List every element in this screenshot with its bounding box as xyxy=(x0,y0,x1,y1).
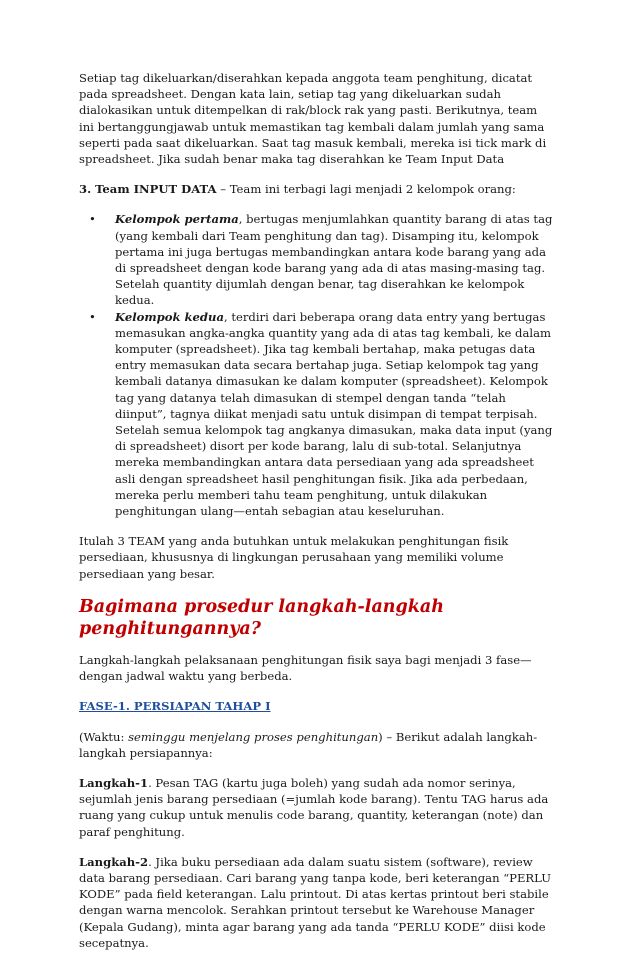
paragraph-tag-distribution: Setiap tag dikeluarkan/diserahkan kepada anggota team penghitung, dicatat pada spreadsheet. Dengan kata lain, setiap tag yang dikeluarkan sudah dialokasikan untuk ditempelkan di rak/block rak yang pasti. Berikutnya, team ini bertanggungjawab untuk memastikan tag kembali dalam jumlah yang sama seperti pada saat dikeluarkan. Saat tag masuk kembali, mereka isi tick mark di spreadsheet. Jika sudah benar maka tag diserahkan ke Team Input Data xyxy=(79,71,547,167)
team-input-data-intro xyxy=(79,181,555,197)
kelompok-pertama-text: , bertugas menjumlahkan quantity barang di atas tag (yang kembali dari Team penghitung dan tag). Disamping itu, kelompok pertama ini juga bertugas membandingkan antara kode barang yang ada di spreadsheet dengan kode barang yang ada di atas masing-masing tag. Setelah quantity dijumlah dengan benar, tag diserahkan ke kelompok kedua. xyxy=(115,212,553,308)
paragraph-langkah-2 xyxy=(79,854,555,951)
list-item-kelompok-kedua xyxy=(89,309,555,520)
kelompok-pertama-label: Kelompok pertama xyxy=(115,212,239,227)
waktu-suffix: ) – Berikut adalah langkah-langkah persiapannya: xyxy=(79,729,538,760)
kelompok-kedua-label: Kelompok kedua xyxy=(115,309,224,324)
document-page xyxy=(79,70,555,965)
waktu-italic: seminggu menjelang proses penghitungan xyxy=(128,729,379,744)
langkah-1-text: . Pesan TAG (kartu juga boleh) yang sudah ada nomor serinya, sejumlah jenis barang persediaan (=jumlah kode barang). Tentu TAG harus ada ruang yang cukup untuk menulis code barang, quantity, keterangan (note) dan paraf penghitung. xyxy=(79,775,549,839)
paragraph-langkah-intro: Langkah-langkah pelaksanaan penghitungan fisik saya bagi menjadi 3 fase—dengan jadwal waktu yang berbeda. xyxy=(79,652,532,684)
list-item-kelompok-pertama xyxy=(89,211,555,308)
waktu-prefix: (Waktu: xyxy=(79,729,129,744)
paragraph-waktu xyxy=(79,729,555,761)
langkah-1-label: Langkah-1 xyxy=(79,775,149,790)
team-input-data-text: – Team ini terbagi lagi menjadi 2 kelompok orang: xyxy=(216,182,516,197)
fase-1-heading: FASE-1. PERSIAPAN TAHAP I xyxy=(79,699,271,714)
langkah-2-text: . Jika buku persediaan ada dalam suatu sistem (software), review data barang persediaan. Cari barang yang tanpa kode, beri keterangan “PERLU KODE” pada field keterangan. Lalu printout. Di atas kertas printout beri stabile dengan warna mencolok. Serahkan printout tersebut ke Warehouse Manager (Kepala Gudang), minta agar barang yang ada tanda “PERLU KODE” diisi kode secepatnya. xyxy=(79,854,551,950)
langkah-2-label: Langkah-2 xyxy=(79,854,149,869)
bullet-icon: • xyxy=(89,212,96,227)
paragraph-langkah-1 xyxy=(79,775,555,840)
paragraph-itulah: Itulah 3 TEAM yang anda butuhkan untuk melakukan penghitungan fisik persediaan, khususnya di lingkungan perusahaan yang memiliki volume persediaan yang besar. xyxy=(79,534,509,581)
team-input-data-heading: 3. Team INPUT DATA xyxy=(79,182,217,197)
kelompok-list xyxy=(79,211,555,519)
kelompok-kedua-text: , terdiri dari beberapa orang data entry yang bertugas memasukan angka-angka quantity yang ada di atas tag kembali, ke dalam komputer (spreadsheet). Jika tag kembali bertahap, maka petugas data entry memasukan data secara bertahap juga. Setiap kelompok tag yang kembali datanya dimasukan ke dalam komputer (spreadsheet). Kelompok tag yang datanya telah dimasukan di stempel dengan tanda “telah diinput”, tagnya diikat menjadi satu untuk disimpan di tempat terpisah. Setelah semua kelompok tag angkanya dimasukan, maka data input (yang di spreadsheet) disort per kode barang, lalu di sub-total. Selanjutnya mereka membandingkan antara data persediaan yang ada spreadsheet asli dengan spreadsheet hasil penghitungan fisik. Jika ada perbedaan, mereka perlu memberi tahu team penghitung, untuk dilakukan penghitungan ulang—entah sebagian atau keseluruhan. xyxy=(115,309,553,519)
section-heading-prosedur: Bagimana prosedur langkah-langkah penghitungannya? xyxy=(79,596,444,639)
bullet-icon: • xyxy=(89,309,96,324)
